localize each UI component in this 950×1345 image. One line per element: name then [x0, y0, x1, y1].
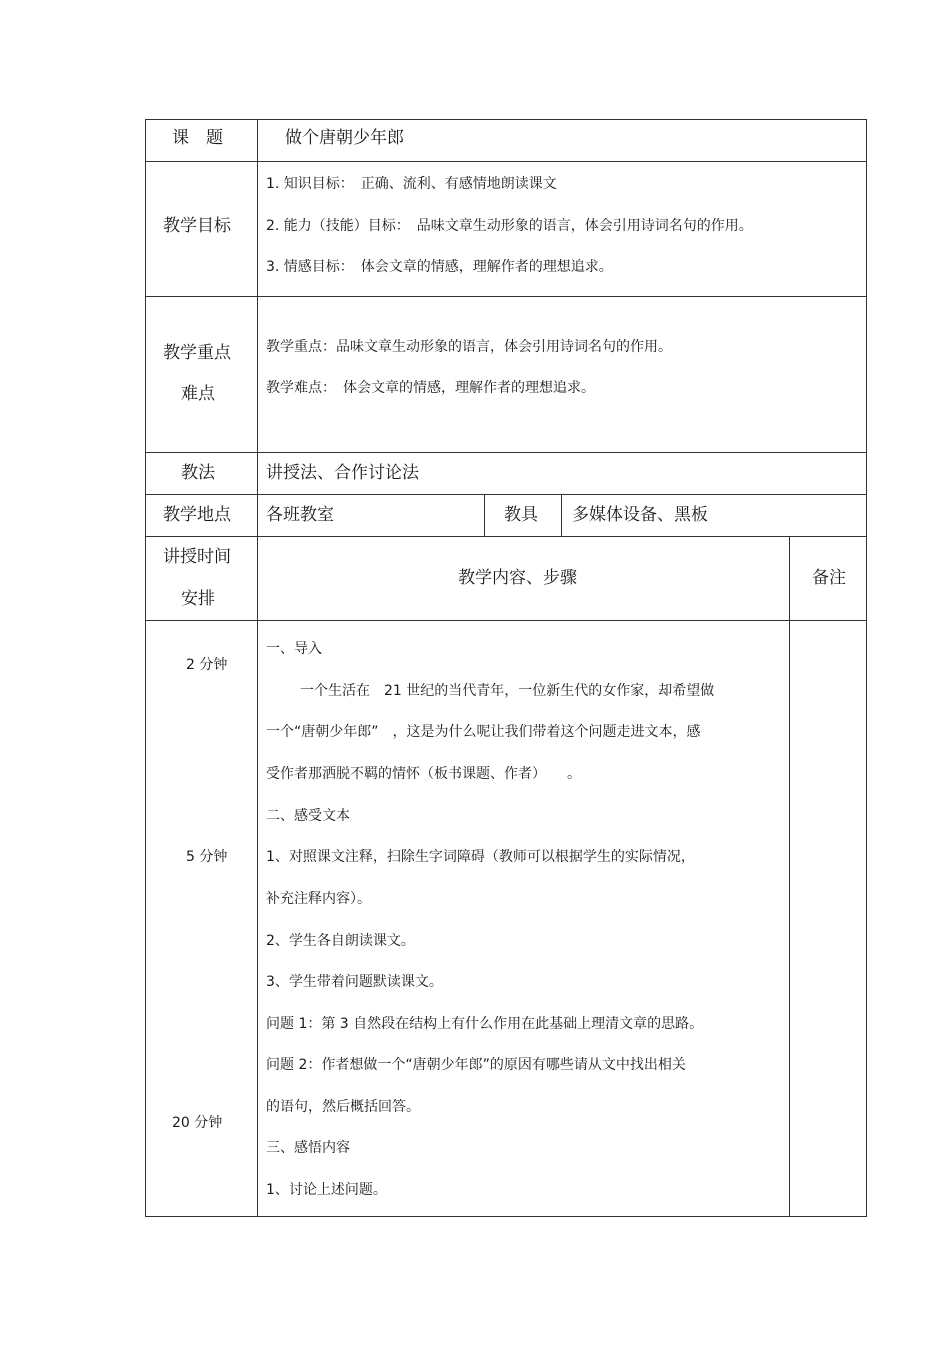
goal-item: 2. 能力（技能）目标： 品味文章生动形象的语言，体会引用诗词名句的作用。: [266, 218, 753, 234]
time-mark: 2 分钟: [186, 657, 228, 673]
content-line: 二、感受文本: [266, 808, 350, 824]
time-header-line2: 安排: [181, 589, 215, 609]
content-header: 教学内容、步骤: [458, 568, 577, 588]
content-line: 一个“唐朝少年郎” ，这是为什么呢让我们带着这个问题走进文本，感: [266, 724, 701, 740]
tools-label: 教具: [504, 505, 538, 525]
topic-label: 课 题: [172, 128, 223, 148]
table-border: [145, 452, 867, 453]
key-label-line2: 难点: [181, 384, 215, 404]
table-border: [145, 620, 867, 621]
content-line: 1、讨论上述问题。: [266, 1182, 387, 1198]
table-border: [145, 119, 146, 1217]
content-line: 补充注释内容）。: [266, 891, 371, 907]
content-line: 问题 1：第 3 自然段在结构上有什么作用在此基础上理清文章的思路。: [266, 1016, 704, 1032]
content-line: 问题 2：作者想做一个“唐朝少年郎”的原因有哪些请从文中找出相关: [266, 1057, 686, 1073]
table-border: [866, 119, 867, 1217]
key-label-line1: 教学重点: [163, 343, 231, 363]
topic-value: 做个唐朝少年郎: [285, 128, 404, 148]
goal-item: 1. 知识目标： 正确、流利、有感情地朗读课文: [266, 176, 557, 192]
content-line: 3、学生带着问题默读课文。: [266, 974, 443, 990]
table-border: [145, 494, 867, 495]
time-mark: 20 分钟: [172, 1115, 223, 1131]
content-line: 一个生活在 21 世纪的当代青年，一位新生代的女作家，却希望做: [300, 683, 715, 699]
table-border: [145, 161, 867, 162]
time-mark: 5 分钟: [186, 849, 228, 865]
table-border: [145, 296, 867, 297]
table-border: [257, 119, 258, 1217]
content-line: 受作者那洒脱不羁的情怀（板书课题、作者） 。: [266, 766, 581, 782]
table-border: [145, 119, 867, 120]
content-line: 1、对照课文注释，扫除生字词障碍（教师可以根据学生的实际情况，: [266, 849, 695, 865]
goal-item: 3. 情感目标： 体会文章的情感，理解作者的理想追求。: [266, 259, 613, 275]
table-border: [789, 536, 790, 1217]
method-label: 教法: [181, 463, 215, 483]
location-label: 教学地点: [163, 505, 231, 525]
method-value: 讲授法、合作讨论法: [266, 463, 419, 483]
notes-header: 备注: [812, 568, 846, 588]
content-line: 三、感悟内容: [266, 1140, 350, 1156]
content-line: 的语句，然后概括回答。: [266, 1099, 420, 1115]
time-header-line1: 讲授时间: [163, 547, 231, 567]
table-border: [145, 536, 867, 537]
location-value: 各班教室: [266, 505, 334, 525]
table-border: [484, 494, 485, 536]
content-line: 一、导入: [266, 641, 322, 657]
key-item: 教学重点：品味文章生动形象的语言，体会引用诗词名句的作用。: [266, 339, 672, 355]
goals-label: 教学目标: [163, 216, 231, 236]
tools-value: 多媒体设备、黑板: [572, 505, 708, 525]
content-line: 2、学生各自朗读课文。: [266, 933, 415, 949]
table-border: [145, 1216, 867, 1217]
table-border: [561, 494, 562, 536]
key-item: 教学难点： 体会文章的情感，理解作者的理想追求。: [266, 380, 595, 396]
